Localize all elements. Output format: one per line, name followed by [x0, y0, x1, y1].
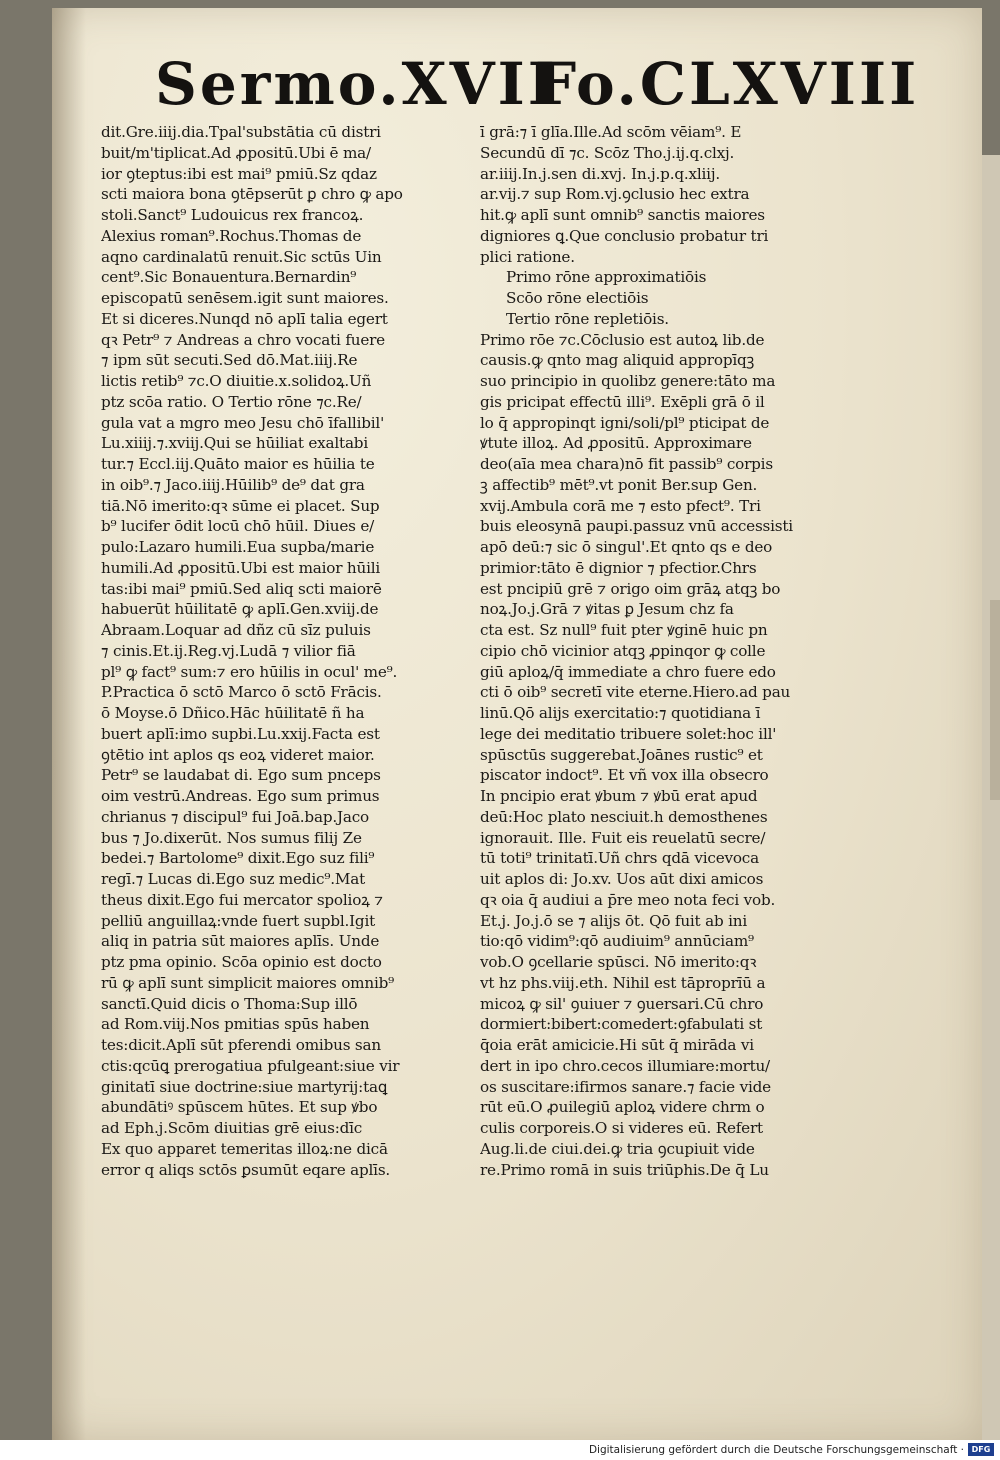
text-line: digniores ꝗ.Que conclusio probatur tri: [480, 226, 769, 245]
text-line: stoli.Sanct⁹ Ludouicus rex francoꝝ.: [101, 206, 364, 224]
text-line: Primo rōne approximatiōis: [506, 268, 707, 287]
text-line: regī.⁊ Lucas di.Ego suz medic⁹.Mat: [101, 870, 365, 888]
text-line: primior:tāto ē dignior ⁊ pfectior.Chrs: [480, 558, 757, 577]
text-line: buit/m'tiplicat.Ad ꝓpositū.Ubi ē ma/: [101, 143, 371, 162]
text-line: giū aploꝝ/q̄ immediate a chro fuere edo: [480, 662, 776, 681]
text-line: ad Rom.viij.Nos pmitias spūs haben: [101, 1015, 370, 1034]
text-line: dormiert:bibert:comedert:ꝯfabulati st: [480, 1015, 763, 1034]
binding-gutter-shadow: [52, 8, 86, 1440]
text-line: suo principio in quolibz genere:tāto ma: [480, 372, 776, 390]
digitization-footer: [0, 1440, 1000, 1460]
text-line: tas:ibi mai⁹ pmiū.Sed aliq scti maiorē: [101, 579, 382, 598]
text-line: vob.O ꝯcellarie spūsci. Nō imerito:qꝛ: [480, 953, 757, 971]
text-line: habuerūt hūilitatē ꝙ aplī.Gen.xviij.de: [101, 600, 379, 619]
text-line: Petr⁹ se laudabat di. Ego sum pnceps: [101, 766, 381, 785]
text-line: cta est. Sz null⁹ fuit pter ꝟginē huic pn: [480, 621, 768, 639]
text-line: bedei.⁊ Bartolome⁹ dixit.Ego suz fili⁹: [101, 849, 375, 868]
text-line: episcopatū senēsem.igit sunt maiores.: [101, 289, 389, 307]
text-line: abundātiꝰ spūscem hūtes. Et sup ꝟbo: [101, 1098, 378, 1117]
page-tab: [990, 600, 1000, 800]
text-line: vt hz phs.viij.eth. Nihil est tāproprīū a: [480, 973, 766, 992]
text-line: b⁹ lucifer ōdit locū chō hūil. Diues e/: [101, 517, 375, 536]
text-line: Ex quo apparet temeritas illoꝝ:ne dicā: [101, 1139, 388, 1158]
text-line: Scōo rōne electiōis: [506, 289, 649, 307]
text-line: Abraam.Loquar ad dñz cū sīz puluis: [101, 621, 371, 639]
text-line: ī grā:⁊ ī glīa.Ille.Ad scōm vēiam⁹. E: [480, 123, 742, 141]
text-line: qꝛ Petr⁹ ⁊ Andreas a chro vocati fuere: [101, 330, 385, 349]
text-line: tes:dicit.Aplī sūt pferendi omibus san: [101, 1036, 381, 1054]
text-line: q̄oia erāt amicicie.Hi sūt q̄ mirāda vi: [480, 1036, 754, 1054]
text-line: sanctī.Quid dicis o Thoma:Sup illō: [101, 994, 358, 1013]
text-line: re.Primo romā in suis triūphis.De q̄ Lu: [480, 1160, 769, 1179]
text-line: rū ꝙ aplī sunt simplicit maiores omnib⁹: [101, 973, 395, 992]
text-line: theus dixit.Ego fui mercator spolioꝝ ⁊: [101, 890, 383, 909]
text-line: micoꝝ ꝙ sil' ꝯuiuer ⁊ ꝯuersari.Cū chro: [480, 994, 764, 1013]
text-line: ō Moyse.ō Dñico.Hāc hūilitatē ñ ha: [101, 704, 365, 722]
text-line: Alexius roman⁹.Rochus.Thomas de: [101, 226, 362, 245]
text-line: spūsctūs suggerebat.Joānes rustic⁹ et: [480, 745, 763, 764]
text-line: hit.ꝙ aplī sunt omnib⁹ sanctis maiores: [480, 206, 765, 224]
text-line: aqno cardinalatū renuit.Sic sctūs Uin: [101, 247, 382, 266]
text-line: ⁊ cinis.Et.ij.Reg.vj.Ludā ⁊ vilior fiā: [101, 641, 356, 660]
text-line: cipio chō vicinior atqꝫ ꝓpinqor ꝙ colle: [480, 641, 766, 660]
text-column-right: [480, 122, 880, 1180]
text-line: xvij.Ambula corā me ⁊ esto pfect⁹. Tri: [480, 496, 761, 515]
text-line: bus ⁊ Jo.dixerūt. Nos sumus filij Ze: [101, 828, 362, 847]
text-line: In pncipio erat ꝟbum ⁊ ꝟbū erat apud: [480, 787, 758, 805]
text-line: Et si diceres.Nunqd nō aplī talia egert: [101, 309, 388, 328]
text-line: Aug.li.de ciui.dei.ꝙ tria ꝯcupiuit vide: [480, 1139, 755, 1158]
text-line: culis corporeis.O si videres eū. Refert: [480, 1119, 763, 1137]
text-line: tū toti⁹ trinitatī.Uñ chrs qdā vicevoca: [480, 849, 759, 868]
text-line: ptz pma opinio. Scōa opinio est docto: [101, 953, 382, 971]
funding-notice: Digitalisierung gefördert durch die Deutsche Forschungsgemeinschaft ·: [588, 1444, 964, 1456]
text-line: dit.Gre.iiij.dia.Tpal'substātia cū distri: [101, 123, 381, 141]
text-line: ior ꝯteptus:ibi est mai⁹ pmiū.Sz qdaz: [101, 164, 377, 183]
text-line: aliq in patria sūt maiores aplīs. Unde: [101, 932, 380, 951]
text-line: ꝟtute illoꝝ. Ad ꝓpositū. Approximare: [480, 434, 752, 453]
text-line: P.Practica ō sctō Marco ō sctō Frācis.: [101, 683, 382, 702]
text-line: humili.Ad ꝓpositū.Ubi est maior hūili: [101, 558, 381, 577]
text-line: gula vat a mgro meo Jesu chō īfallibil': [101, 413, 385, 432]
text-line: tiā.Nō imerito:qꝛ sūme ei placet. Sup: [101, 496, 380, 515]
text-line: Tertio rōne repletiōis.: [506, 309, 669, 328]
text-line: gis pricipat effectū illi⁹. Exēpli grā ō il: [480, 392, 765, 411]
text-line: pl⁹ ꝙ fact⁹ sum:⁊ ero hūilis in ocul' me⁹.: [101, 662, 398, 681]
text-line: apō deū:⁊ sic ō singul'.Et qnto qs e deo: [480, 538, 773, 556]
text-line: ꝯtētio int aplos qs eoꝝ videret maior.: [101, 745, 375, 764]
text-line: plici ratione.: [480, 247, 575, 266]
text-line: error q aliqs sctōs ꝑsumūt eqare aplīs.: [101, 1160, 391, 1179]
text-line: piscator indoct⁹. Et vñ vox illa obsecro: [480, 766, 769, 785]
text-line: noꝝ.Jo.j.Grā ⁊ ꝟitas ꝑ Jesum chz fa: [480, 600, 734, 619]
text-line: chrianus ⁊ discipul⁹ fui Joā.bap.Jaco: [101, 807, 369, 826]
text-line: pelliū anguillaꝝ:vnde fuert supbl.Igit: [101, 911, 376, 930]
text-line: oim vestrū.Andreas. Ego sum primus: [101, 787, 380, 805]
text-line: cent⁹.Sic Bonauentura.Bernardin⁹: [101, 268, 357, 287]
text-line: scti maiora bona ꝯtēpserūt ꝑ chro ꝙ apo: [101, 185, 403, 204]
text-line: dert in ipo chro.cecos illumiare:mortu/: [480, 1056, 770, 1075]
text-line: linū.Qō alijs exercitatio:⁊ quotidiana ī: [480, 704, 761, 722]
text-line: os suscitare:ifirmos sanare.⁊ facie vide: [480, 1077, 771, 1096]
text-line: ꝫ affectib⁹ mēt⁹.vt ponit Ber.sup Gen.: [480, 475, 758, 494]
text-line: ignorauit. Ille. Fuit eis reuelatū secre/: [480, 828, 766, 847]
text-line: lictis retib⁹ ⁊c.O diuitie.x.solidoꝝ.Uñ: [101, 372, 372, 390]
text-line: lege dei meditatio tribuere solet:hoc ill': [480, 724, 777, 743]
dfg-logo-icon: DFG: [968, 1443, 994, 1456]
text-line: lo q̄ appropinqt igni/soli/pl⁹ pticipat de: [480, 413, 770, 432]
text-line: ⁊ ipm sūt secuti.Sed dō.Mat.iiij.Re: [101, 351, 358, 370]
text-line: ptz scōa ratio. O Tertio rōne ⁊c.Re/: [101, 392, 362, 411]
text-line: cti ō oib⁹ secretī vite eterne.Hiero.ad pau: [480, 683, 791, 702]
sermon-number: Sermo.XVII: [155, 50, 558, 118]
text-line: uit aplos di: Jo.xv. Uos aūt dixi amicos: [480, 870, 764, 888]
text-line: causis.ꝙ qnto mag aliquid appropīqꝫ: [480, 351, 755, 370]
text-line: tio:qō vidim⁹:qō audiuim⁹ annūciam⁹: [480, 932, 754, 951]
text-column-left: [101, 122, 479, 1180]
text-line: in oib⁹.⁊ Jaco.iiij.Hūilib⁹ de⁹ dat gra: [101, 475, 365, 494]
text-line: buert aplī:imo supbi.Lu.xxij.Facta est: [101, 724, 380, 743]
text-line: Primo rōe ⁊c.Cōclusio est autoꝝ lib.de: [480, 330, 765, 349]
folio-number: Fo.CLXVIII: [535, 50, 920, 118]
text-line: ctis:qcūꝗ prerogatiua pfulgeant:siue vir: [101, 1056, 400, 1075]
text-line: Secundū dī ⁊c. Scōz Tho.j.ij.q.clxj.: [480, 143, 735, 162]
text-line: rūt eū.O ꝓuilegiū aploꝝ videre chrm o: [480, 1098, 765, 1117]
text-line: deo(aīa mea chara)nō fit passib⁹ corpis: [480, 455, 773, 473]
text-line: qꝛ oia q̄ audiui a p̄re meo nota feci vob.: [480, 890, 776, 909]
text-line: ar.vij.⁊ sup Rom.vj.ꝯclusio hec extra: [480, 185, 750, 204]
text-line: ar.iiij.In.j.sen di.xvj. In.j.p.q.xliij.: [480, 164, 720, 183]
text-line: tur.⁊ Eccl.iij.Quāto maior es hūilia te: [101, 455, 375, 473]
text-line: deū:Hoc plato nesciuit.h demosthenes: [480, 807, 768, 826]
text-line: ad Eph.j.Scōm diuitias grē eius:dīc: [101, 1119, 363, 1137]
text-line: Et.j. Jo.j.ō se ⁊ alijs ōt. Qō fuit ab ini: [480, 911, 747, 930]
text-line: Lu.xiiij.⁊.xviij.Qui se hūiliat exaltabi: [101, 434, 368, 453]
text-line: est pncipiū grē ⁊ origo oim grāꝝ atqꝫ bo: [480, 579, 781, 598]
text-line: buis eleosynā paupi.passuz vnū accessisti: [480, 517, 793, 536]
text-line: pulo:Lazaro humili.Eua supba/marie: [101, 538, 375, 556]
text-line: ginitatī siue doctrine:siue martyrij:taꝗ: [101, 1077, 388, 1096]
